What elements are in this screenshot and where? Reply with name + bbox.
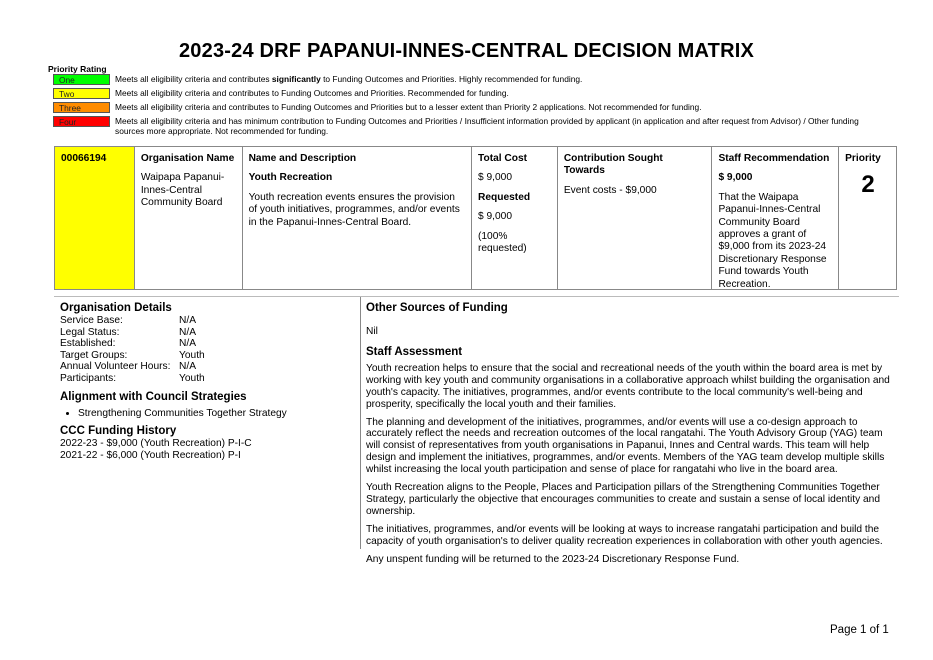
project-description: Youth recreation events ensures the provision of youth initiatives, programmes, and/or events in the Papanui-Innes-Central Board. xyxy=(248,191,460,228)
priority-swatch: One xyxy=(53,74,110,85)
org-details-list xyxy=(60,315,355,385)
priority-swatch: Two xyxy=(53,88,110,99)
org-detail-row xyxy=(60,350,355,362)
funding-history-item: 2022-23 - $9,000 (Youth Recreation) P-I-C xyxy=(60,438,252,450)
assessment-paragraph: The initiatives, programmes, and/or events will be looking at ways to increase rangatahi participation and build the capacity of youth organisation's to deliver quality recreation experiences in collaboration with other youth agencies. xyxy=(366,523,883,547)
column-divider xyxy=(360,297,361,549)
staff-assessment-heading: Staff Assessment xyxy=(366,345,463,358)
priority-legend xyxy=(53,74,883,140)
org-detail-key: Target Groups: xyxy=(60,349,128,361)
org-detail-key: Established: xyxy=(60,338,116,350)
org-detail-key: Annual Volunteer Hours: xyxy=(60,361,171,373)
staff-recommendation-amount: $ 9,000 xyxy=(718,172,753,184)
other-sources-heading: Other Sources of Funding xyxy=(366,302,508,314)
name-description-header: Name and Description xyxy=(248,153,357,164)
priority-level-row xyxy=(53,88,883,99)
funding-history-list xyxy=(60,438,355,461)
application-id-cell xyxy=(55,147,135,289)
total-cost-cell xyxy=(472,147,558,289)
funding-history-heading: CCC Funding History xyxy=(60,425,177,438)
other-sources-text: Nil xyxy=(366,326,378,337)
org-detail-key: Participants: xyxy=(60,372,117,384)
contribution-cell xyxy=(558,147,713,289)
org-detail-key: Service Base: xyxy=(60,315,123,326)
priority-description: Meets all eligibility criteria and contributes significantly to Funding Outcomes and Priorities. Highly recommended for funding. xyxy=(115,74,583,84)
priority-rating-heading: Priority Rating xyxy=(48,64,107,74)
contribution-header: Contribution Sought Towards xyxy=(563,153,663,177)
org-detail-value: Youth xyxy=(179,372,205,384)
project-name: Youth Recreation xyxy=(248,172,333,184)
decision-matrix-row xyxy=(54,146,897,290)
requested-label: Requested xyxy=(478,191,531,203)
application-id: 00066194 xyxy=(61,153,107,164)
priority-value: 2 xyxy=(861,171,875,199)
section-divider xyxy=(54,296,899,297)
requested-percent: (100% requested) xyxy=(478,230,527,255)
org-detail-row xyxy=(60,315,355,327)
org-detail-value: N/A xyxy=(179,338,196,350)
org-detail-key: Legal Status: xyxy=(60,326,120,338)
total-cost: $ 9,000 xyxy=(478,172,512,184)
requested-amount: $ 9,000 xyxy=(478,211,512,223)
priority-description: Meets all eligibility criteria and contributes to Funding Outcomes and Priorities. Recommended for funding. xyxy=(115,88,509,98)
org-name-cell xyxy=(135,147,243,289)
priority-cell xyxy=(839,147,896,289)
org-detail-value: N/A xyxy=(179,326,196,338)
assessment-paragraph: Any unspent funding will be returned to the 2023-24 Discretionary Response Fund. xyxy=(366,553,740,565)
org-detail-row xyxy=(60,338,355,350)
assessment-paragraph: Youth recreation helps to ensure that the social and recreational needs of the youth within the board area is met by working with key youth and community organisations in a collaborative approach whilst building the organisation and youth's capacity. The initiatives, programmes, and/or events contribute to the local community's well-being and prosperity, specifically the local youth and their families. xyxy=(366,362,890,410)
org-detail-value: N/A xyxy=(179,361,196,373)
staff-assessment-body xyxy=(366,363,898,566)
page-number: Page 1 of 1 xyxy=(830,624,889,636)
org-detail-row xyxy=(60,327,355,339)
assessment-paragraph: Youth Recreation aligns to the People, Places and Participation pillars of the Strengthening Communities Together Strategy, particularly the objective that encourages communities to create and sustain a sense of local identity and ownership. xyxy=(366,482,881,517)
assessment-paragraph: The planning and development of the initiatives, programmes, and/or events will use a co-design approach to accurately reflect the needs and recreation outcomes of the local rangatahi. The Youth Advisory Group (YAG) team will consist of representatives from youth organisations in Papanui, Innes and Central wards. This team will help design and implement the initiatives, programmes, and/or events. Members of the YAG team develop multiple skills whilst increasing the local youth participation and sense of place for rangatahi who live in the board area. xyxy=(366,416,885,476)
priority-description: Meets all eligibility criteria and contributes to Funding Outcomes and Priorities but to a lesser extent than Priority 2 applications. Not recommended for funding. xyxy=(115,102,702,112)
alignment-item: • Strengthening Communities Together Strategy xyxy=(78,408,355,420)
name-description-cell xyxy=(243,147,472,289)
priority-header: Priority xyxy=(845,153,881,164)
left-column xyxy=(60,302,355,461)
funding-history-item: 2021-22 - $6,000 (Youth Recreation) P-I xyxy=(60,449,241,461)
priority-swatch: Four xyxy=(53,116,110,127)
alignment-heading: Alignment with Council Strategies xyxy=(60,390,247,403)
priority-swatch: Three xyxy=(53,102,110,113)
org-details-heading: Organisation Details xyxy=(60,302,172,314)
staff-recommendation-text: That the Waipapa Papanui-Innes-Central Community Board approves a grant of $9,000 from its 2023-24 Discretionary Response Fund towards Youth Recreation. xyxy=(718,191,827,290)
org-detail-row xyxy=(60,361,355,373)
page-title: 2023-24 DRF PAPANUI-INNES-CENTRAL DECISION MATRIX xyxy=(178,40,755,62)
alignment-list xyxy=(60,408,355,420)
total-cost-header: Total Cost xyxy=(478,153,528,164)
contribution: Event costs - $9,000 xyxy=(563,184,657,196)
staff-recommendation-cell xyxy=(712,147,839,289)
right-column xyxy=(366,302,898,572)
org-name: Waipapa Papanui-Innes-Central Community Board xyxy=(140,172,225,209)
org-detail-value: N/A xyxy=(179,315,196,326)
priority-level-row xyxy=(53,102,883,113)
priority-level-row xyxy=(53,74,883,85)
org-detail-row xyxy=(60,373,355,385)
staff-recommendation-header: Staff Recommendation xyxy=(718,153,830,164)
org-detail-value: Youth xyxy=(179,349,205,361)
priority-level-row xyxy=(53,116,883,137)
priority-description: Meets all eligibility criteria and has minimum contribution to Funding Outcomes and Priorities / Insufficient information provided by applicant (in application and after request from Advisor) / Other funding sources more appropriate. Not recommended for funding. xyxy=(115,116,859,137)
org-name-header: Organisation Name xyxy=(140,153,235,164)
